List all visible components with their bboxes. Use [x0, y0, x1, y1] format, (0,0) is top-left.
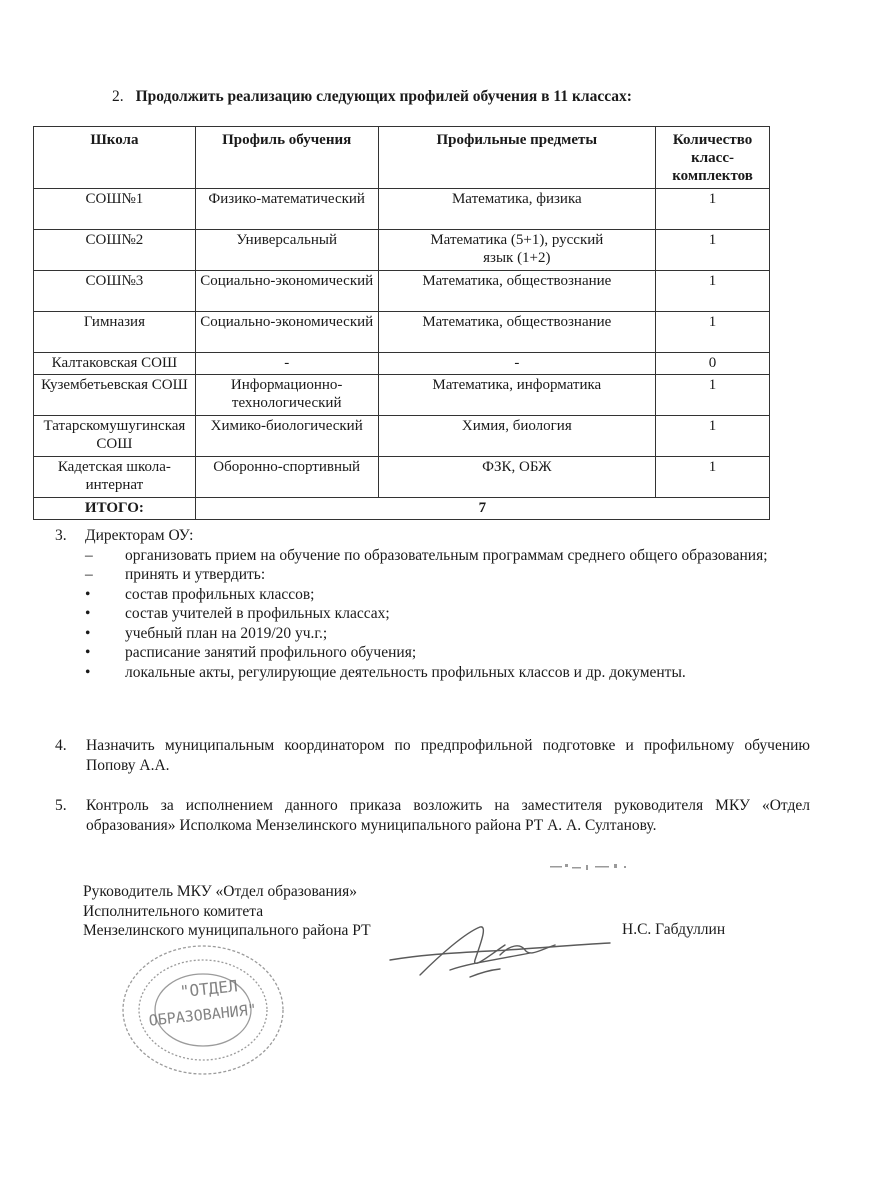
bullet-item [55, 624, 815, 644]
table-row [34, 312, 770, 353]
cell-profile: Социально-экономический [195, 312, 378, 353]
header-subjects: Профильные предметы [378, 127, 656, 189]
bullet-item [55, 585, 815, 605]
cell-school: Кузембетьевская СОШ [34, 375, 196, 416]
bullet-marker: • [85, 663, 91, 681]
profiles-table [33, 126, 770, 520]
cell-school: Татарскомушугинская СОШ [34, 416, 196, 457]
table-row [34, 457, 770, 498]
section-4-text: Назначить муниципальным координатором по предпрофильной подготовке и профильному обучению Попову А.А. [86, 737, 810, 774]
table-row [34, 416, 770, 457]
section-4-number: 4. [55, 737, 67, 754]
section-5 [55, 796, 810, 836]
cell-profile: Оборонно-спортивный [195, 457, 378, 498]
cell-subjects: ФЗК, ОБЖ [378, 457, 656, 498]
bullet-marker: • [85, 605, 91, 622]
cell-school: СОШ№1 [34, 189, 196, 230]
cell-school: СОШ№3 [34, 271, 196, 312]
bullet-item-text: состав учителей в профильных классах; [125, 605, 390, 622]
section-3 [55, 526, 815, 682]
section-2-title: Продолжить реализацию следующих профилей обучения в 11 классах: [135, 88, 632, 105]
section-3-title: Директорам ОУ: [85, 527, 194, 544]
section-4 [55, 736, 810, 776]
bullet-item [55, 643, 815, 663]
signer-title-3: Мензелинского муниципального района РТ [83, 922, 371, 939]
bullet-marker: • [85, 624, 91, 642]
cell-profile: Универсальный [195, 230, 378, 271]
cell-subjects: Математика, обществознание [378, 312, 656, 353]
header-count: Количество класс-комплектов [656, 127, 770, 189]
cell-count: 1 [656, 457, 770, 498]
handwritten-signature [380, 915, 620, 995]
table-row [34, 189, 770, 230]
signer-title-2: Исполнительного комитета [83, 902, 264, 920]
cell-school: Гимназия [34, 312, 196, 353]
bullet-item-text: состав профильных классов; [125, 585, 315, 603]
cell-subjects: Математика, информатика [378, 375, 656, 416]
dash-item [55, 546, 815, 566]
cell-count: 1 [656, 312, 770, 353]
cell-school: Калтаковская СОШ [34, 353, 196, 375]
dash-item [55, 565, 815, 585]
dash-marker: – [85, 566, 93, 583]
cell-count: 1 [656, 416, 770, 457]
cell-count: 1 [656, 230, 770, 271]
table-row [34, 375, 770, 416]
stamp-line-2: ОБРАЗОВАНИЯ" [147, 1000, 258, 1030]
cell-count: 0 [656, 353, 770, 375]
table-row [34, 230, 770, 271]
cell-count: 1 [656, 271, 770, 312]
section-5-text: Контроль за исполнением данного приказа возложить на заместителя руководителя МКУ «Отдел образования» Исполкома Мензелинского муниципального района РТ А. А. Султанову. [86, 797, 810, 834]
scan-specks [540, 858, 650, 878]
section-3-heading [55, 526, 815, 546]
cell-school: Кадетская школа-интернат [34, 457, 196, 498]
header-school: Школа [34, 127, 196, 189]
dash-item-text: принять и утвердить: [125, 566, 266, 583]
official-stamp [118, 940, 288, 1080]
cell-profile: Физико-математический [195, 189, 378, 230]
header-profile: Профиль обучения [195, 127, 378, 189]
signature-block [83, 882, 371, 941]
table-row [34, 353, 770, 375]
section-2-number: 2. [112, 88, 124, 105]
signer-name: Н.С. Габдуллин [622, 921, 726, 938]
bullet-marker: • [85, 585, 91, 603]
cell-profile: Химико-биологический [195, 416, 378, 457]
bullet-marker: • [85, 644, 91, 661]
table-row [34, 271, 770, 312]
dash-item-text: организовать прием на обучение по образовательным программам среднего общего образования; [125, 546, 768, 564]
cell-subjects: - [378, 353, 656, 375]
table-header-row [34, 127, 770, 189]
cell-count: 1 [656, 189, 770, 230]
cell-subjects: Химия, биология [378, 416, 656, 457]
cell-subjects: Математика, физика [378, 189, 656, 230]
cell-count: 1 [656, 375, 770, 416]
bullet-item-text: локальные акты, регулирующие деятельность профильных классов и др. документы. [125, 663, 686, 681]
cell-profile: Информационно-технологический [195, 375, 378, 416]
bullet-item [55, 663, 815, 683]
bullet-item-text: расписание занятий профильного обучения; [125, 644, 417, 661]
section-5-number: 5. [55, 797, 67, 814]
cell-profile: - [195, 353, 378, 375]
cell-profile: Социально-экономический [195, 271, 378, 312]
dash-marker: – [85, 546, 93, 564]
total-value: 7 [195, 498, 769, 520]
section-2-heading [112, 88, 632, 106]
stamp-line-1: "ОТДЕЛ [178, 976, 239, 1002]
table-total-row [34, 498, 770, 520]
section-3-number: 3. [55, 527, 67, 544]
cell-subjects: Математика (5+1), русский язык (1+2) [378, 230, 656, 271]
cell-subjects: Математика, обществознание [378, 271, 656, 312]
bullet-item [55, 604, 815, 624]
total-label: ИТОГО: [34, 498, 196, 520]
bullet-item-text: учебный план на 2019/20 уч.г.; [125, 624, 328, 642]
signer-title-1: Руководитель МКУ «Отдел образования» [83, 883, 357, 900]
cell-school: СОШ№2 [34, 230, 196, 271]
